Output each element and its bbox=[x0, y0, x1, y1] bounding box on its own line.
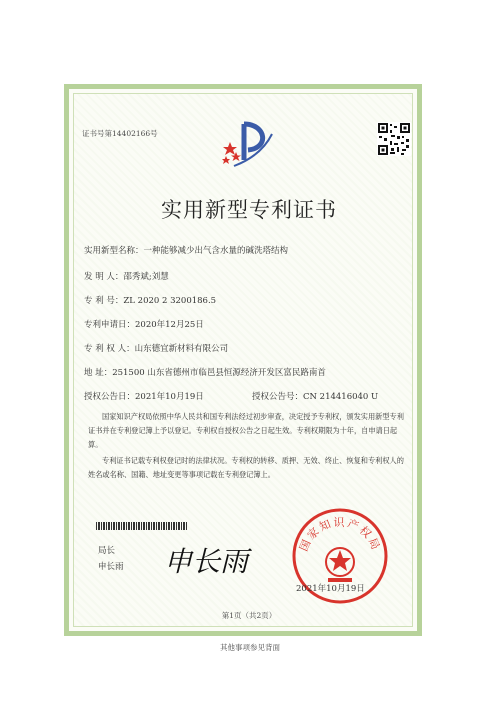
field-value: 2021年10月19日 bbox=[135, 392, 204, 402]
footer-note: 其他事项参见背面 bbox=[220, 643, 280, 652]
certificate-frame bbox=[64, 84, 422, 636]
certificate-title: 实用新型专利证书 bbox=[161, 198, 337, 222]
field-inventor bbox=[84, 270, 169, 282]
field-label: 授权公告号： bbox=[252, 392, 304, 402]
field-patentee bbox=[84, 342, 228, 354]
director-signature: 申长雨 bbox=[164, 545, 249, 578]
grant-paragraph: 国家知识产权局依照中华人民共和国专利法经过初步审查，决定授予专利权，颁发实用新型专利证书并在专利登记簿上予以登记。专利权自授权公告之日起生效。专利权期限为十年，自申请日起算。 bbox=[88, 412, 404, 449]
field-value: ZL 2020 2 3200186.5 bbox=[123, 296, 217, 306]
field-value: 山东德宜新材料有限公司 bbox=[134, 344, 229, 354]
seal-date: 2021年10月19日 bbox=[296, 584, 365, 594]
field-value: 2020年12月25日 bbox=[135, 320, 204, 330]
field-utility-model-name bbox=[84, 244, 288, 256]
field-label: 专 利 号： bbox=[84, 296, 124, 306]
field-grant-number bbox=[252, 390, 378, 402]
director-title: 局长 bbox=[98, 546, 116, 556]
field-application-date bbox=[84, 318, 204, 330]
page-indicator: 第1页（共2页） bbox=[221, 611, 277, 620]
legal-status-paragraph: 专利证书记载专利权登记时的法律状况。专利权的转移、质押、无效、终止、恢复和专利权人的姓名或名称、国籍、地址变更等事项记载在专利登记簿上。 bbox=[88, 456, 404, 479]
field-label: 发 明 人： bbox=[84, 272, 124, 282]
field-value: 一种能够减少出气含水量的碱洗塔结构 bbox=[143, 246, 289, 256]
field-label: 专利申请日： bbox=[84, 320, 136, 330]
field-address bbox=[84, 366, 326, 378]
field-value: 251500 山东省德州市临邑县恒源经济开发区富民路南首 bbox=[112, 368, 326, 378]
field-value: 邵秀斌;刘慧 bbox=[123, 272, 169, 282]
cnipa-logo-icon bbox=[220, 120, 278, 172]
svg-text:国家知识产权局: 国家知识产权局 bbox=[297, 516, 383, 554]
field-value: CN 214416040 U bbox=[303, 392, 379, 402]
director-name: 申长雨 bbox=[98, 562, 124, 572]
field-label: 专 利 权 人： bbox=[84, 344, 135, 354]
field-grant-date bbox=[84, 390, 204, 402]
field-label: 授权公告日： bbox=[84, 392, 136, 402]
field-label: 地 址： bbox=[84, 368, 113, 378]
certificate-inner bbox=[73, 93, 413, 627]
barcode-strip bbox=[96, 522, 188, 530]
certificate-number: 证书号第14402166号 bbox=[82, 129, 158, 138]
qr-code-icon bbox=[377, 122, 411, 156]
field-patent-number bbox=[84, 294, 216, 306]
field-label: 实用新型名称： bbox=[84, 246, 144, 256]
